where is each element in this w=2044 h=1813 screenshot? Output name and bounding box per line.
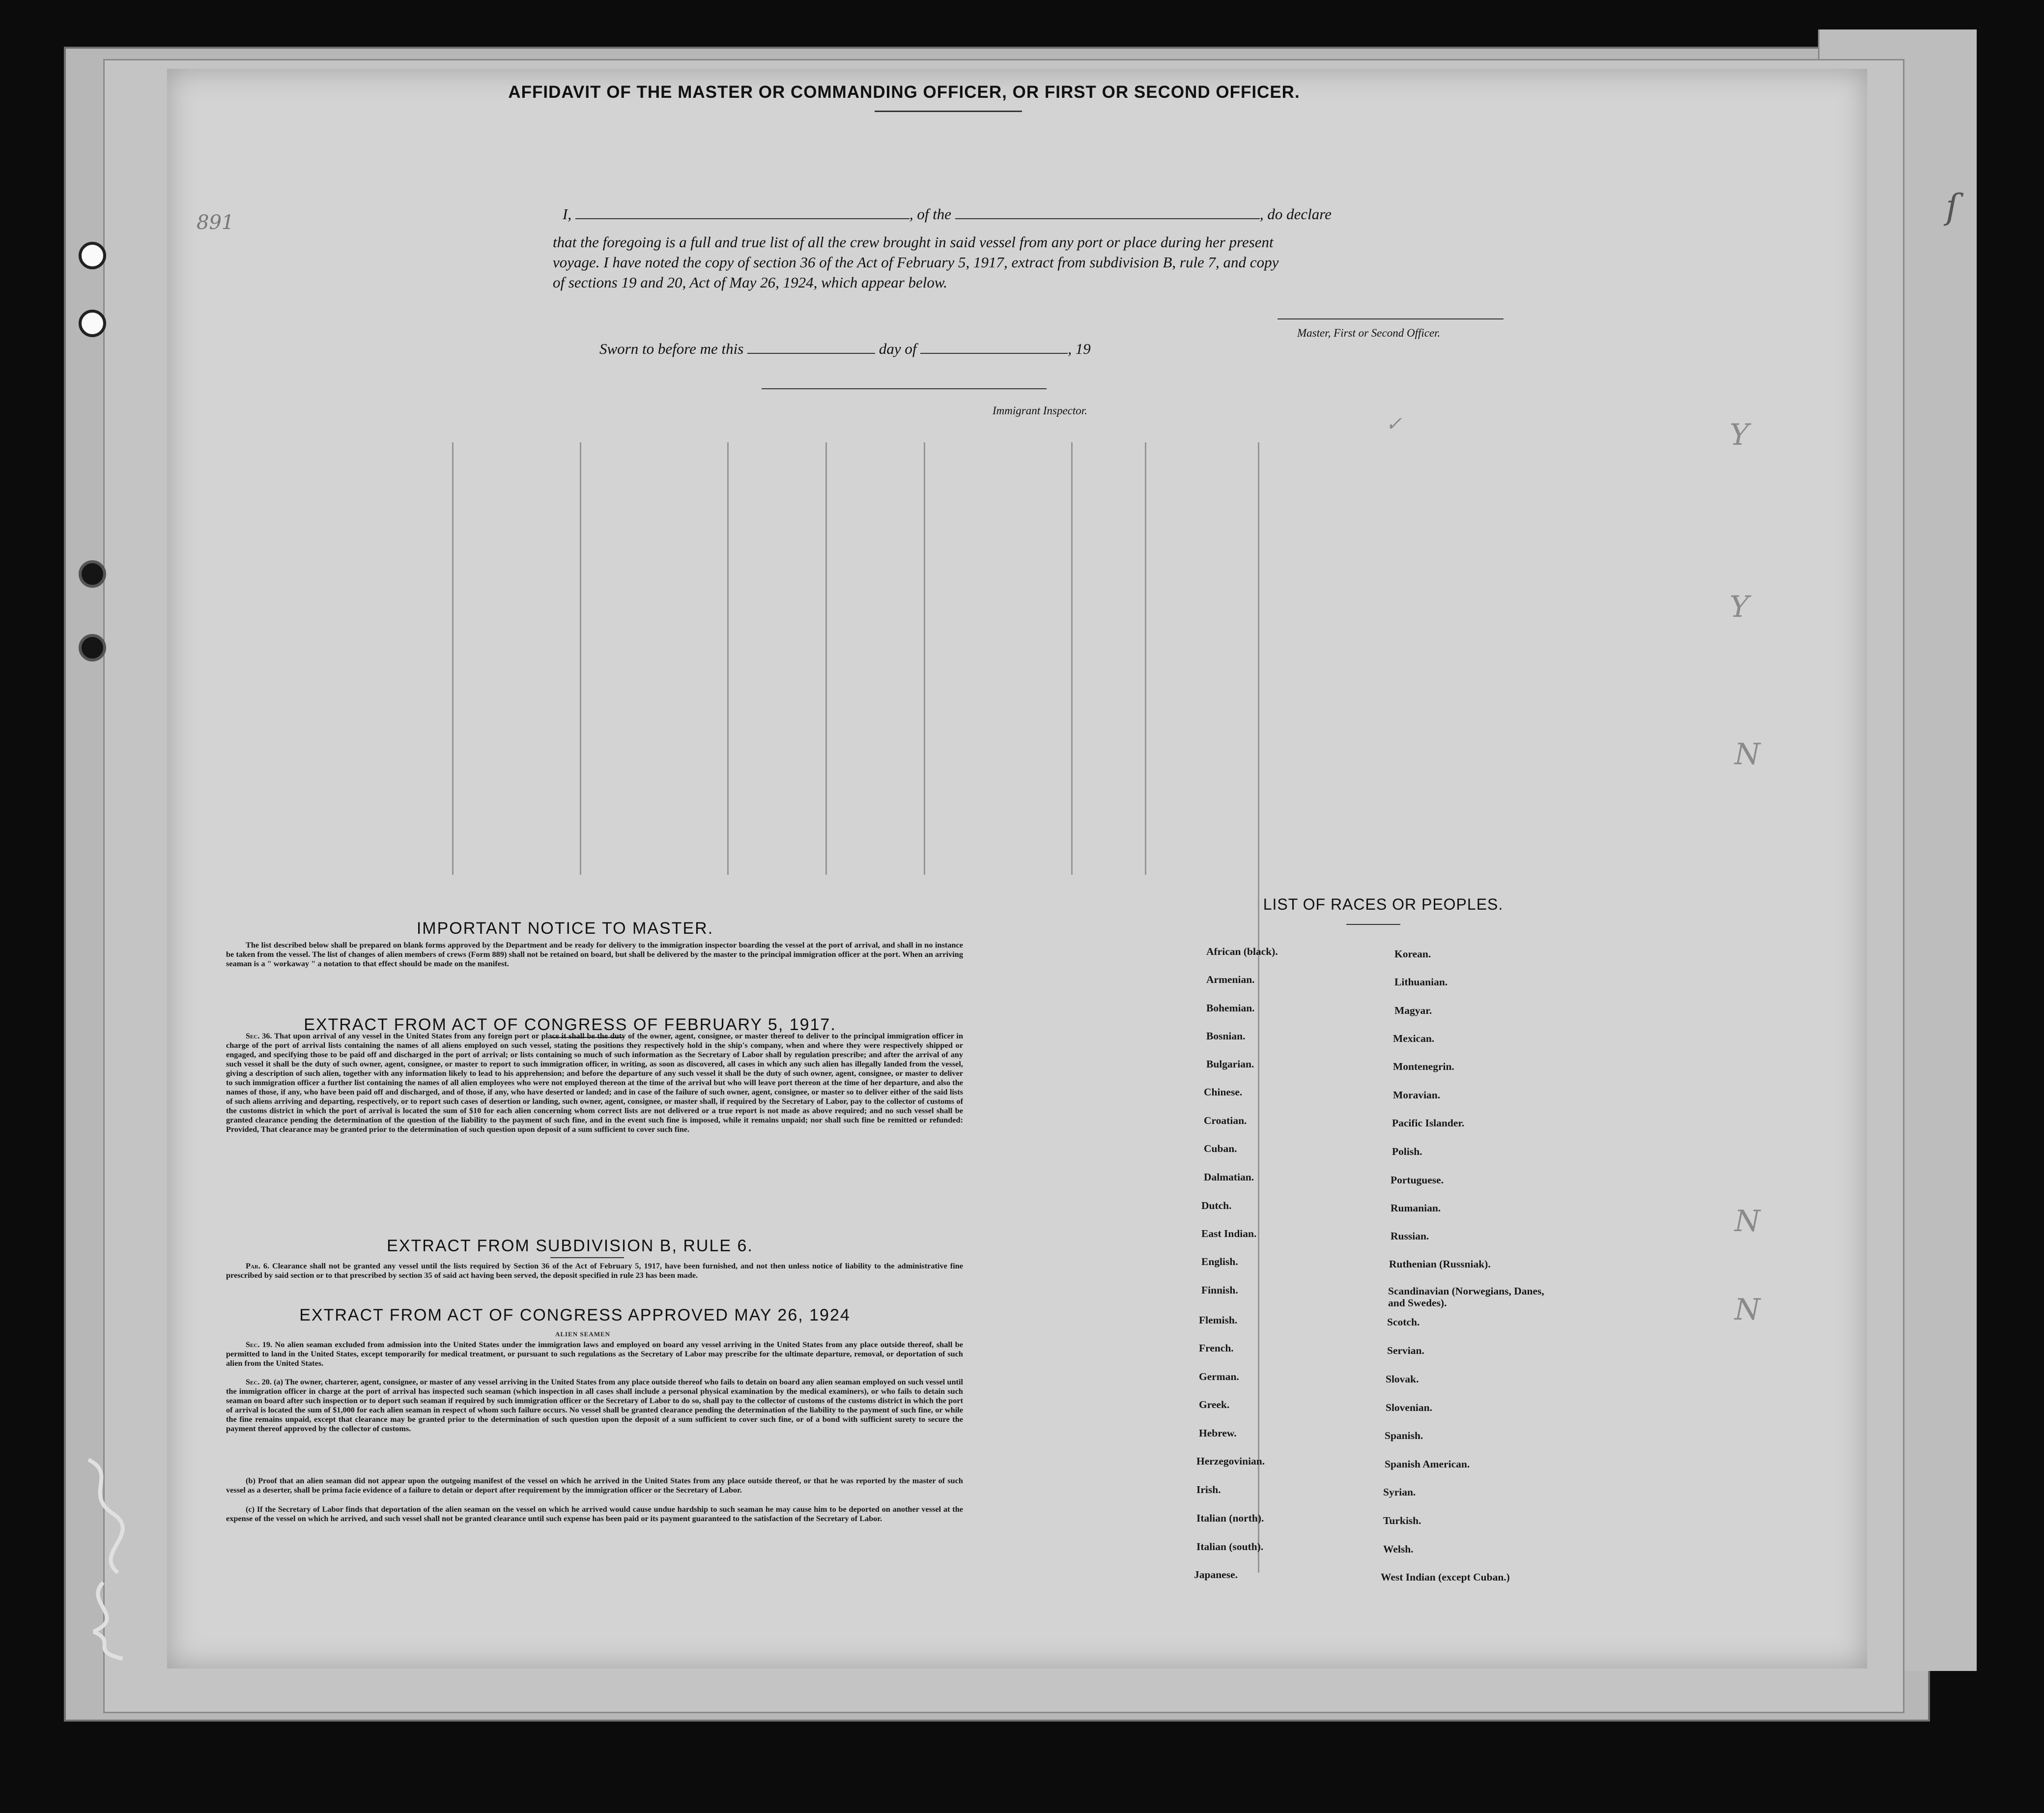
race-item: Pacific Islander. bbox=[1392, 1117, 1465, 1129]
extract-1917-body bbox=[226, 1031, 963, 1134]
race-item: Russian. bbox=[1391, 1230, 1429, 1242]
race-item: African (black). bbox=[1206, 946, 1278, 957]
race-item: Montenegrin. bbox=[1393, 1061, 1454, 1072]
punch-hole bbox=[79, 242, 106, 269]
race-item: Turkish. bbox=[1383, 1515, 1421, 1526]
master-signature-line[interactable] bbox=[1278, 318, 1504, 319]
sworn-day-of: day of bbox=[879, 340, 917, 357]
ghost-column-line bbox=[727, 442, 729, 875]
extract-1924-sec20a bbox=[226, 1377, 963, 1433]
inspector-signature-label: Immigrant Inspector. bbox=[993, 404, 1087, 417]
races-title: LIST OF RACES OR PEOPLES. bbox=[1263, 895, 1504, 913]
race-item: Japanese. bbox=[1194, 1569, 1238, 1581]
race-item: Armenian. bbox=[1206, 974, 1255, 985]
bleed-through-handwriting: Y bbox=[1730, 418, 1749, 452]
race-item: Syrian. bbox=[1383, 1486, 1416, 1498]
race-item: Croatian. bbox=[1204, 1115, 1247, 1126]
extract-1924-sec20c: (c) If the Secretary of Labor finds that deportation of the alien seaman on the vessel on which he arrived would cause undue hardship to such seaman he may cause him to be deported on another vessel at the expense of the vessel on which he arrived, and such vessel shall not be granted clearance until such expense has been paid or its payment guaranteed to the satisfaction of the Secretary of Labor. bbox=[226, 1504, 963, 1523]
race-item: Scotch. bbox=[1387, 1316, 1420, 1328]
declaration-line-1 bbox=[563, 205, 1332, 223]
bleed-through-handwriting: N bbox=[1734, 1204, 1760, 1238]
race-item: Scandinavian (Norwegians, Danes, and Swedes). bbox=[1388, 1285, 1544, 1309]
race-item: Magyar. bbox=[1394, 1005, 1432, 1016]
race-item: Spanish. bbox=[1385, 1430, 1423, 1441]
do-declare-text: , do declare bbox=[1259, 205, 1332, 223]
ghost-column-line bbox=[924, 442, 925, 875]
race-item: Flemish. bbox=[1199, 1314, 1238, 1326]
extract-1924-sec20b: (b) Proof that an alien seaman did not appear upon the outgoing manifest of the vessel on which he arrived in the United States from any place outside thereof, or that he was reported by the master of such vessel as a deserter, shall be prima facie evidence of a failure to detain or deport after requirement by the immigration officer or the Secretary of Labor. bbox=[226, 1476, 963, 1495]
alien-seamen-subtitle: ALIEN SEAMEN bbox=[555, 1330, 611, 1338]
extract-1917-title: EXTRACT FROM ACT OF CONGRESS OF FEBRUARY 5, 1917. bbox=[304, 1015, 836, 1034]
race-item: Cuban. bbox=[1204, 1143, 1237, 1154]
sec-20a-text: (a) The owner, charterer, agent, consignee, or master of any vessel arriving in the United States from any place outside thereof who fails to detain on board any alien seaman employed on such vessel until the immigration officer in charge at the port of arrival has inspected such seaman (which inspection in all cases shall include a personal physical examination by the medical examiners), or who fails to detain such seaman on board after such inspection or to deport such seaman if required by such immigration officer or the Secretary of Labor to do so, shall pay to the collector of customs of the customs district in which the port of arrival is located the sum of $1,000 for each alien seaman in respect of whom such failure occurs. No vessel shall be granted clearance pending the determination of the liability to the payment of such fine, or while the fine remains unpaid, except that clearance may be granted prior to the determination of such question upon the deposit of a sum sufficient to cover such fine, or of a bond with sufficient surety to secure the payment thereof approved by the collector of customs. bbox=[226, 1377, 964, 1433]
sworn-day-blank[interactable] bbox=[747, 341, 875, 354]
affidavit-title: AFFIDAVIT OF THE MASTER OR COMMANDING OFFICER, OR FIRST OR SECOND OFFICER. bbox=[508, 83, 1300, 102]
extract-1924-title: EXTRACT FROM ACT OF CONGRESS APPROVED MAY 26, 1924 bbox=[299, 1306, 851, 1324]
race-item: Italian (south). bbox=[1196, 1541, 1264, 1553]
race-item: Welsh. bbox=[1383, 1543, 1414, 1555]
race-item: Dutch. bbox=[1201, 1200, 1232, 1211]
ghost-column-line bbox=[1071, 442, 1073, 875]
race-item: Chinese. bbox=[1204, 1086, 1243, 1098]
race-item: Bohemian. bbox=[1206, 1002, 1255, 1014]
bleed-through-handwriting: Y bbox=[1730, 590, 1749, 624]
race-item: Korean. bbox=[1394, 948, 1431, 960]
race-item: English. bbox=[1201, 1256, 1238, 1267]
race-item: Servian. bbox=[1387, 1345, 1424, 1356]
race-item: Slovak. bbox=[1386, 1373, 1419, 1385]
ghost-column-line bbox=[580, 442, 581, 875]
sec-19-text: No alien seaman excluded from admission into the United States under the immigration laws and employed on board any vessel arriving in the United States from any place outside thereof, shall be permitted to land in the United States, except temporarily for medical treatment, or pursuant to such regulations as the Secretary of Labor may prescribe for the ultimate departure, removal, or deportation of such alien from the United States. bbox=[226, 1340, 964, 1368]
ghost-column-line bbox=[825, 442, 827, 875]
inspector-signature-line[interactable] bbox=[762, 388, 1047, 389]
rule-6-title: EXTRACT FROM SUBDIVISION B, RULE 6. bbox=[387, 1237, 753, 1255]
race-item: Italian (north). bbox=[1196, 1512, 1264, 1524]
sworn-year: , 19 bbox=[1068, 340, 1091, 357]
punch-hole bbox=[79, 634, 106, 662]
race-item: Bulgarian. bbox=[1206, 1058, 1254, 1070]
ghost-column-line bbox=[452, 442, 454, 875]
bleed-through-handwriting: ✓ bbox=[1386, 413, 1402, 435]
ghost-column-line bbox=[1145, 442, 1146, 875]
race-item: Polish. bbox=[1392, 1146, 1422, 1157]
race-item: East Indian. bbox=[1201, 1228, 1257, 1239]
race-item: Hebrew. bbox=[1199, 1427, 1237, 1439]
par-6-label: Par. 6. bbox=[246, 1261, 270, 1270]
declarant-prefix: I, bbox=[563, 205, 572, 223]
races-rule bbox=[1346, 924, 1400, 925]
notice-title: IMPORTANT NOTICE TO MASTER. bbox=[416, 919, 714, 938]
declaration-line-3: voyage. I have noted the copy of section 36 of the Act of February 5, 1917, extract from subdivision B, rule 7, and copy bbox=[553, 254, 1279, 271]
race-item: Greek. bbox=[1199, 1399, 1230, 1410]
of-the-text: , of the bbox=[909, 205, 952, 223]
race-item: Finnish. bbox=[1201, 1284, 1238, 1296]
declaration-line-2: that the foregoing is a full and true list of all the crew brought in said vessel from any port or place during her present bbox=[553, 233, 1274, 251]
race-item: Portuguese. bbox=[1391, 1174, 1444, 1186]
bleed-through-handwriting: N bbox=[1734, 737, 1760, 772]
section-36-label: Sec. 36. bbox=[246, 1031, 272, 1040]
vessel-name-blank[interactable] bbox=[955, 206, 1260, 219]
race-item: Mexican. bbox=[1393, 1033, 1435, 1044]
race-item: French. bbox=[1199, 1342, 1234, 1354]
race-item: Irish. bbox=[1196, 1484, 1221, 1496]
race-item: Ruthenian (Russniak). bbox=[1389, 1258, 1491, 1270]
race-item: Herzegovinian. bbox=[1196, 1455, 1265, 1467]
race-item: Spanish American. bbox=[1385, 1458, 1470, 1470]
bleed-through-handwriting: ſ bbox=[1946, 187, 1959, 227]
punch-hole bbox=[79, 560, 106, 588]
race-item: Slovenian. bbox=[1386, 1402, 1432, 1413]
section-36-text: That upon arrival of any vessel in the United States from any foreign port or place it shall be the duty of the owner, agent, consignee, or master thereof to deliver to the principal immigration officer in charge of the port of arrival lists containing the names of all aliens employed on such vessel, stating the positions they respectively hold in the ship's company, when and where they were respectively shipped or engaged, and specifying those to be paid off and discharged in the port of arrival; or lists containing so much of such information as the Secretary of Labor shall by regulation prescribe; and after the arrival of any such vessel it shall be the duty of such owner, agent, consignee, or master to report to such immigration officer, in writing, as soon as discovered, all cases in which any such alien has illegally landed from the vessel, giving a description of such alien, together with any information likely to lead to his apprehension; and before the departure of any such vessel it shall be the duty of such owner, agent, consignee, or master to deliver to such immigration officer a further list containing the names of all alien employees who were not employed thereon at the time of the arrival but who will leave port thereon at the time of her departure, and also the names of those, if any, who have been paid off and discharged, and of those, if any, who have deserted or landed; and in case of the failure of such owner, agent, consignee, or master so to deliver either of the said lists of such aliens arriving and departing, respectively, or to report such cases of desertion or landing, such owner, agent, consignee, or master shall, if required by the Secretary of Labor, pay to the collector of customs of the customs district in which the port of arrival is located the sum of $10 for each alien concerning whom correct lists are not delivered or a true report is not made as above required; and no such vessel shall be granted clearance pending the determination of the question of the liability to the payment of such fine, and in the event such fine is imposed, while it remains unpaid; nor shall such fine be remitted or refunded: Provided, That clearance may be granted prior to the determination of such question upon deposit of a sum sufficient to cover such fine. bbox=[226, 1031, 964, 1134]
race-item: Moravian. bbox=[1393, 1089, 1441, 1101]
sec-19-label: Sec. 19. bbox=[246, 1340, 273, 1349]
punch-hole bbox=[79, 310, 106, 337]
rule-6-body bbox=[226, 1261, 963, 1280]
extract-1924-sec19 bbox=[226, 1340, 963, 1368]
race-item: Rumanian. bbox=[1391, 1202, 1441, 1214]
title-rule bbox=[875, 111, 1022, 112]
sworn-line bbox=[599, 340, 1091, 358]
race-item: German. bbox=[1199, 1371, 1239, 1382]
declarant-name-blank[interactable] bbox=[575, 206, 909, 219]
race-item: Lithuanian. bbox=[1394, 976, 1448, 988]
ghost-column-line bbox=[1258, 442, 1259, 1573]
race-item: Bosnian. bbox=[1206, 1030, 1246, 1042]
section-rule bbox=[550, 1257, 624, 1258]
sworn-month-blank[interactable] bbox=[920, 341, 1068, 354]
par-6-text: Clearance shall not be granted any vessel until the lists required by Section 36 of the Act of February 5, 1917, have been furnished, and not then unless notice of liability to the administrative fine prescribed by said section or to that prescribed by section 35 of said act having been served, the deposit specified in rule 23 has been made. bbox=[226, 1261, 963, 1280]
race-item: West Indian (except Cuban.) bbox=[1381, 1571, 1510, 1583]
sworn-prefix: Sworn to before me this bbox=[599, 340, 744, 357]
master-signature-label: Master, First or Second Officer. bbox=[1297, 327, 1441, 339]
bleed-through-handwriting: N bbox=[1734, 1293, 1760, 1327]
binding-string bbox=[74, 1455, 142, 1661]
bleed-through-handwriting: 891 bbox=[197, 211, 234, 234]
sec-20-label: Sec. 20. bbox=[246, 1377, 272, 1386]
race-item: Dalmatian. bbox=[1204, 1171, 1254, 1183]
notice-body: The list described below shall be prepared on blank forms approved by the Department and be ready for delivery to the immigration inspector boarding the vessel at the port of arrival, and shall in no instance be taken from the vessel. The list of changes of alien members of crews (Form 889) shall not be retained on board, but shall be delivered by the master to the principal immigration officer at the port. When an arriving seaman is a " workaway " a notation to that effect should be made on the manifest. bbox=[226, 940, 963, 968]
declaration-line-4: of sections 19 and 20, Act of May 26, 1924, which appear below. bbox=[553, 274, 948, 291]
